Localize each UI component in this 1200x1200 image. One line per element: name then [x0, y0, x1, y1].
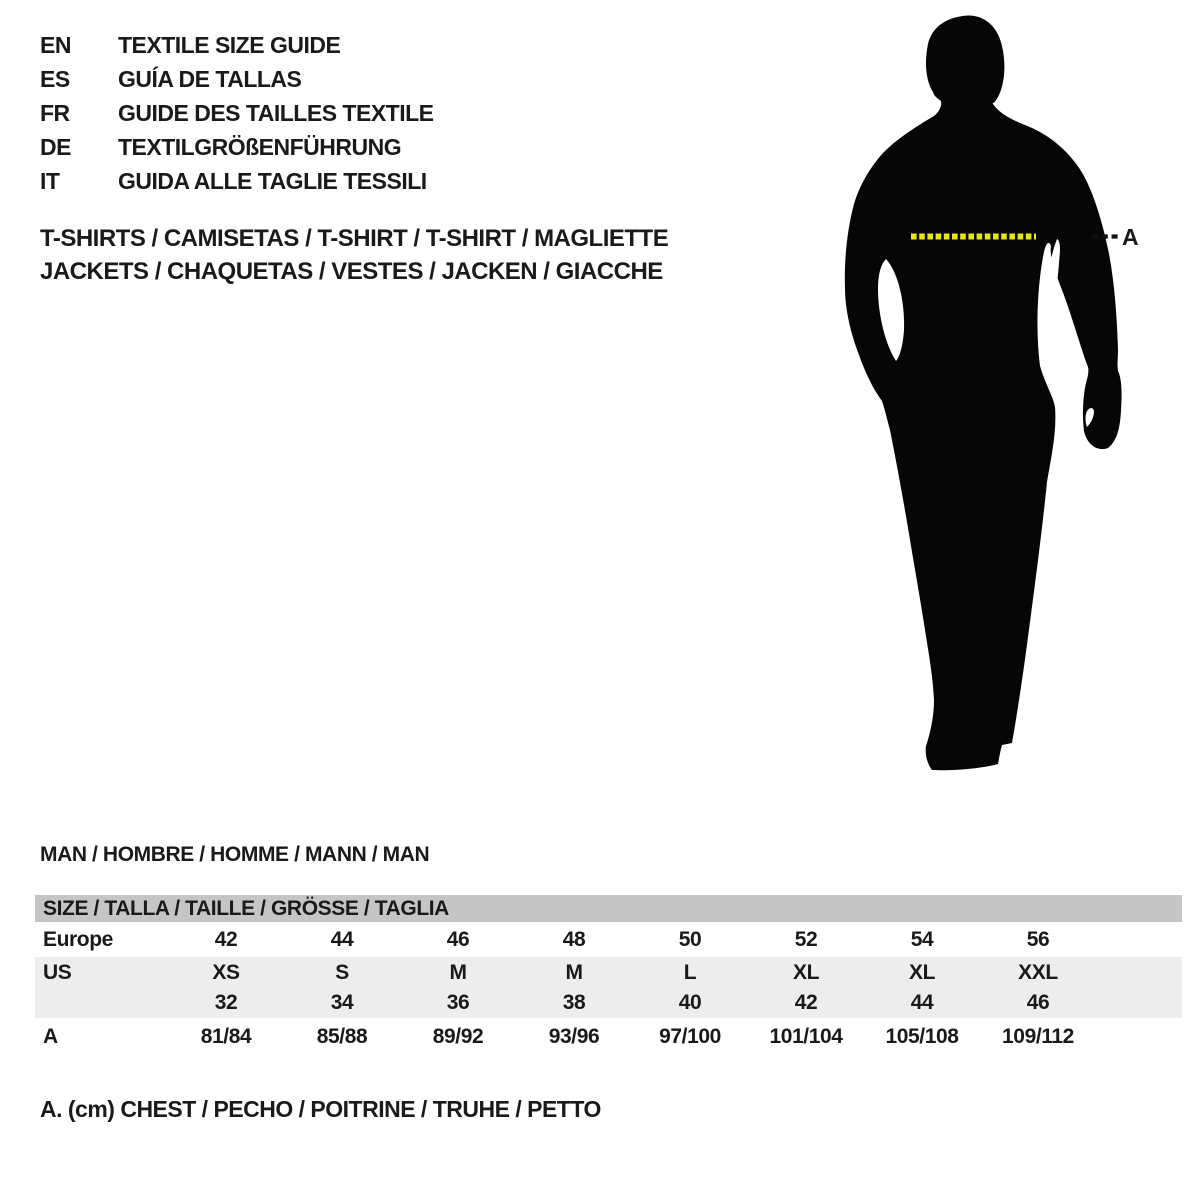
man-silhouette: [820, 0, 1160, 790]
table-row-europe: [35, 922, 1182, 957]
size-cell: 93/96: [548, 1025, 600, 1048]
row-label: [35, 988, 168, 1018]
size-cell: L: [683, 960, 697, 984]
size-cell: XL: [908, 960, 936, 984]
size-cell: 36: [446, 991, 470, 1014]
table-cell-empty: [1096, 957, 1182, 988]
size-cell: 44: [910, 991, 934, 1014]
language-row-es: [40, 62, 434, 96]
table-row-numeric: [35, 988, 1182, 1018]
table-row-chest-a: [35, 1018, 1182, 1056]
size-cell: 38: [562, 991, 586, 1014]
size-cell: 101/104: [769, 1025, 843, 1048]
size-cell: XXL: [1018, 960, 1058, 984]
size-table-header-row: [35, 895, 1182, 922]
language-row-it: [40, 164, 434, 198]
size-cell: 97/100: [659, 1025, 721, 1048]
language-row-fr: [40, 96, 434, 130]
language-code: FR: [40, 100, 70, 126]
measure-legend-chest: A. (cm) CHEST / PECHO / POITRINE / TRUHE / PETTO: [40, 1096, 601, 1122]
language-code: DE: [40, 134, 71, 160]
language-label: GUIDE DES TAILLES TEXTILE: [118, 100, 434, 126]
size-cell: 52: [794, 927, 818, 951]
language-label: TEXTILGRÖßENFÜHRUNG: [118, 134, 402, 160]
table-cell-empty: [1096, 1018, 1182, 1056]
size-cell: 46: [1026, 991, 1050, 1014]
size-cell: 48: [562, 927, 586, 951]
row-label: A: [43, 1025, 58, 1048]
row-label: Europe: [43, 927, 113, 951]
size-cell: 32: [214, 991, 238, 1014]
size-cell: 85/88: [316, 1025, 368, 1048]
size-cell: 46: [446, 927, 470, 951]
table-row-us: [35, 957, 1182, 988]
size-cell: 105/108: [885, 1025, 959, 1048]
size-cell: 89/92: [432, 1025, 484, 1048]
product-line-jackets: JACKETS / CHAQUETAS / VESTES / JACKEN / GIACCHE: [40, 258, 663, 285]
size-table-wrap: [35, 895, 1182, 1056]
size-table: [35, 895, 1182, 1056]
measurement-figure: [820, 0, 1200, 790]
size-cell: M: [449, 960, 467, 984]
language-row-de: [40, 130, 434, 164]
size-cell: 42: [214, 927, 238, 951]
language-label: GUÍA DE TALLAS: [118, 66, 302, 92]
size-cell: XL: [792, 960, 820, 984]
language-label: GUIDA ALLE TAGLIE TESSILI: [118, 168, 427, 194]
product-line-tshirts: T-SHIRTS / CAMISETAS / T-SHIRT / T-SHIRT / MAGLIETTE: [40, 225, 669, 252]
measure-label-a: A: [1122, 224, 1139, 250]
size-cell: 50: [678, 927, 702, 951]
size-cell: XS: [212, 960, 240, 984]
section-title-man: MAN / HOMBRE / HOMME / MANN / MAN: [40, 843, 430, 866]
table-cell-empty: [1096, 988, 1182, 1018]
language-code: ES: [40, 66, 70, 92]
table-cell-empty: [1096, 922, 1182, 957]
size-cell: 81/84: [200, 1025, 252, 1048]
row-label: US: [43, 960, 72, 984]
man-silhouette-body: [845, 15, 1122, 770]
size-cell: 42: [794, 991, 818, 1014]
language-label: TEXTILE SIZE GUIDE: [118, 32, 341, 58]
language-row-en: [40, 28, 434, 62]
product-type-lines: [40, 222, 668, 288]
language-title-list: [40, 28, 434, 198]
size-cell: S: [335, 960, 349, 984]
language-code: EN: [40, 32, 71, 58]
size-table-header: SIZE / TALLA / TAILLE / GRÖSSE / TAGLIA: [43, 896, 449, 920]
size-cell: 56: [1026, 927, 1050, 951]
size-cell: M: [565, 960, 583, 984]
size-cell: 34: [330, 991, 354, 1014]
size-cell: 40: [678, 991, 702, 1014]
language-code: IT: [40, 168, 60, 194]
size-cell: 44: [330, 927, 354, 951]
size-cell: 54: [910, 927, 934, 951]
size-cell: 109/112: [1002, 1025, 1074, 1048]
